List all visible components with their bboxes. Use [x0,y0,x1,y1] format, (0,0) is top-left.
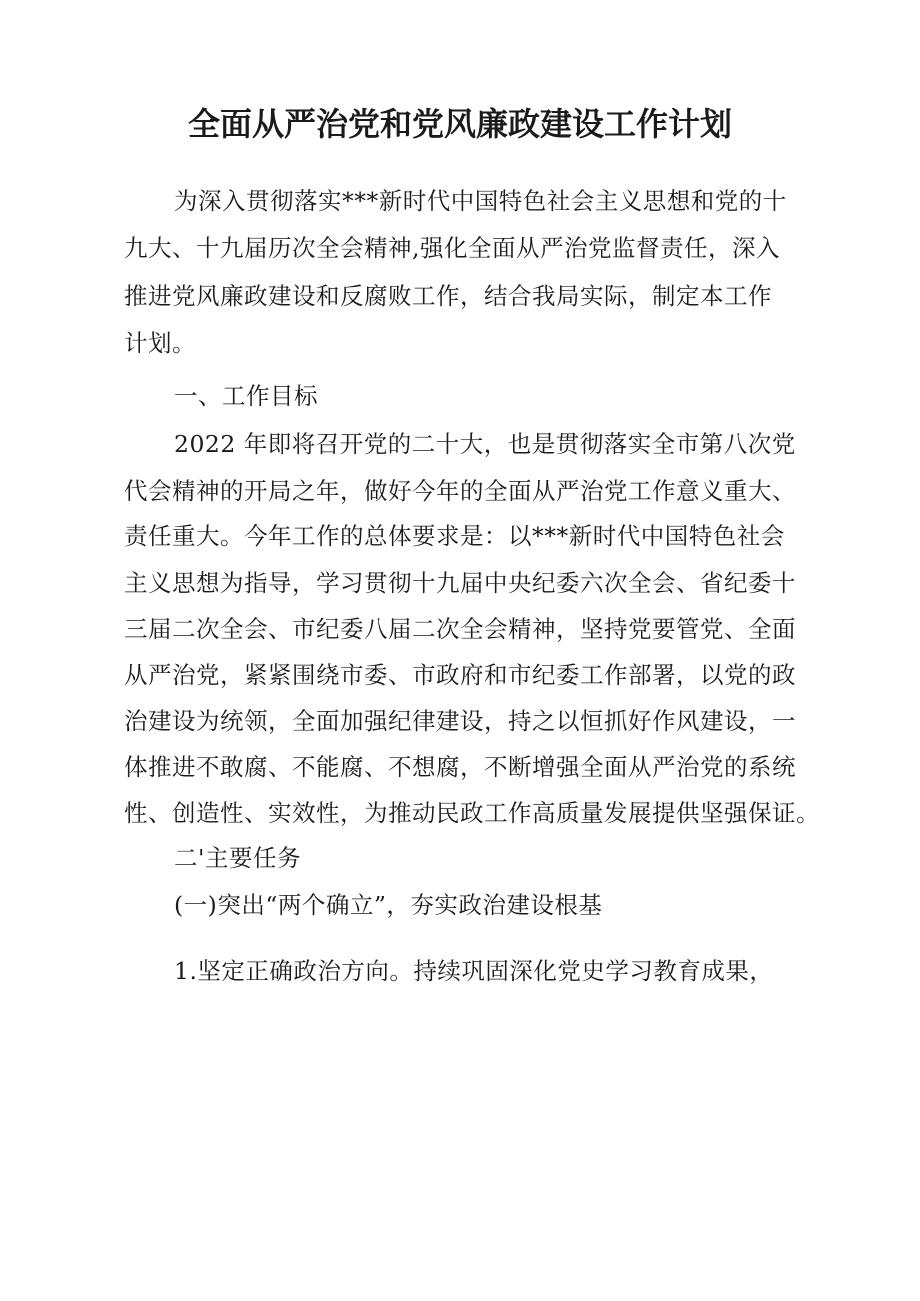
section1-heading: 一、工作目标 [174,382,318,410]
section1-line-6: 从严治党，紧紧围绕市委、市政府和市纪委工作部署，以党的政 [124,661,796,689]
document-title: 全面从严治党和党风廉政建设工作计划 [187,105,732,143]
section1-line-9: 性、创造性、实效性，为推动民政工作高质量发展提供坚强保证。 [124,799,820,827]
subsection1-heading: (一)突出“两个确立”，夯实政治建设根基 [174,891,603,919]
intro-line-1: 为深入贯彻落实***新时代中国特色社会主义思想和党的十 [174,187,787,215]
intro-line-3: 推进党风廉政建设和反腐败工作，结合我局实际，制定本工作 [124,282,772,310]
section1-line-3: 责任重大。今年工作的总体要求是：以***新时代中国特色社会 [124,522,785,550]
item1-line: 1.坚定正确政治方向。持续巩固深化党史学习教育成果， [174,957,774,985]
section2-heading: 二'主要任务 [174,844,301,872]
intro-line-2: 九大、十九届历次全会精神,强化全面从严治党监督责任，深入 [124,234,780,262]
section1-line-2: 代会精神的开局之年，做好今年的全面从严治党工作意义重大、 [124,477,796,505]
section1-line-5: 三届二次全会、市纪委八届二次全会精神，坚持党要管党、全面 [124,615,796,643]
section1-line-7: 治建设为统领，全面加强纪律建设，持之以恒抓好作风建设，一 [124,707,796,735]
intro-line-4: 计划。 [124,329,196,357]
section1-line-1: 2022 年即将召开党的二十大，也是贯彻落实全市第八次党 [174,430,796,458]
section1-line-4: 主义思想为指导，学习贯彻十九届中央纪委六次全会、省纪委十 [124,569,796,597]
section1-line-8: 体推进不敢腐、不能腐、不想腐，不断增强全面从严治党的系统 [124,753,796,781]
